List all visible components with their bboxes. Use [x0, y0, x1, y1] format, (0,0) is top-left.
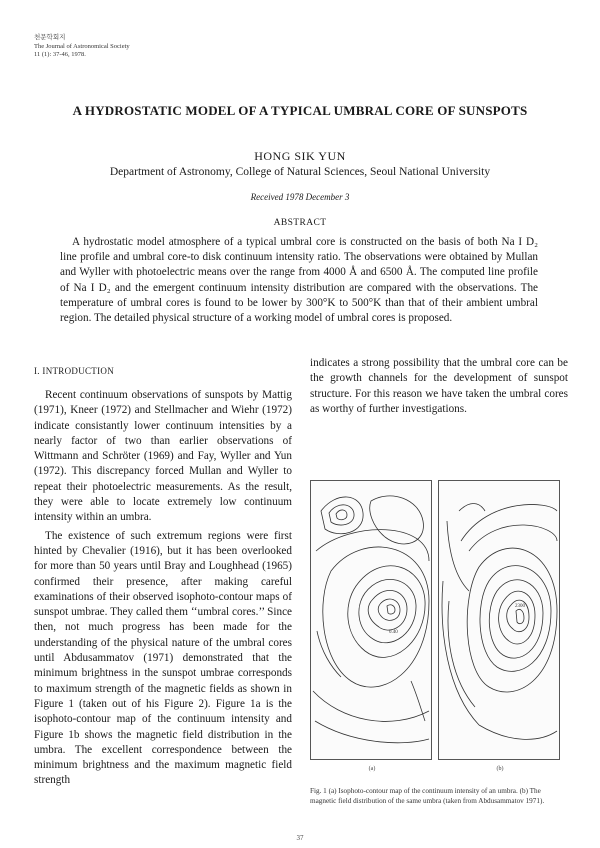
- figure-panel-b: [438, 480, 560, 760]
- contour-label-b: 2300: [515, 604, 525, 609]
- journal-korean-name: 천문학회지: [34, 34, 66, 41]
- intro-paragraph-continued: indicates a strong possibility that the umbral core can be the growth channels for the development of sunspot structure. For this reason we have taken the umbral cores as worthy of further investigations.: [310, 357, 568, 415]
- abstract-heading: ABSTRACT: [273, 218, 327, 228]
- journal-header: [34, 34, 130, 60]
- isophoto-contour-map: [311, 481, 431, 759]
- page-number: 37: [296, 834, 304, 842]
- section-heading: I. INTRODUCTION: [34, 366, 114, 376]
- abstract-text: A hydrostatic model atmosphere of a typical umbral core is constructed on the basis of both Na I D₂ line profile and umbral core-to disk continuum intensity ratio. The observations were obtained by Mullan and Wyller with photoelectric means over the range from 4000 Å and 6500 Å. The computed line profile of Na I D₂ and the emergent continuum intensity distribution are compared with the observations. The temperature of umbral cores is found to be lower by 300°K to 500°K than that of their ambient umbral region. The detailed physical structure of a working model of umbral cores is proposed.: [60, 236, 538, 325]
- panel-a-label: (a): [368, 766, 376, 772]
- contour-label-a: 0.40: [389, 630, 398, 635]
- intro-paragraph-2: The existence of such extremum regions were first hinted by Chevalier (1916), but it has been overlooked for more than 50 years until Bray and Loughhead (1965) confirmed their presence, after making careful examinations of their observed isophoto-contour maps of sunspot umbrae. They called them ‘‘umbral cores.’’ Since then, not much progress has been made for the understanding of the physical nature of the umbral cores until Abdusammatov (1971) demonstrated that the minimum brightness in the sunspot umbrae corresponds to maximum strength of the magnetic fields as shown in Figure 1 (taken out of his Figure 2). Figure 1a is the isophoto-contour map of the continuum intensity and Figure 1b shows the magnetic field distribution in the umbra. The excellent correspondence between the minimum brightness and the maximum magnetic field strength: [34, 529, 292, 787]
- author-affiliation: Department of Astronomy, College of Natural Sciences, Seoul National University: [109, 166, 491, 178]
- left-column: [34, 366, 292, 792]
- received-date: Received 1978 December 3: [250, 192, 350, 202]
- figure-1: [310, 480, 560, 776]
- paper-title: A HYDROSTATIC MODEL OF A TYPICAL UMBRAL CORE OF SUNSPOTS: [72, 103, 528, 118]
- journal-name: The Journal of Astronomical Society: [34, 42, 130, 50]
- journal-volume: 11 (1): 37-46, 1978.: [34, 51, 86, 58]
- figure-caption: Fig. 1 (a) Isophoto-contour map of the continuum intensity of an umbra. (b) The magnetic field distribution of the same umbra (taken from Abdusammatov 1971).: [310, 787, 545, 805]
- intro-paragraph-1: Recent continuum observations of sunspots by Mattig (1971), Kneer (1972) and Stellmacher and Wiehr (1972) indicate consistantly lower continuum intensities by a nearly factor of two than earlier observations of Wittmann and Schröter (1969) and Fay, Wyller and Yun (1972). This discrepancy forced Mullan and Wyller to repeat their photoelectric measurements. As the result, they were able to locate extremely low continuum intensity within an umbra.: [34, 389, 292, 524]
- right-column: [310, 356, 568, 420]
- panel-b-label: (b): [496, 766, 504, 772]
- magnetic-field-map: [439, 481, 559, 759]
- figure-panel-a: [310, 480, 432, 760]
- author-name: HONG SIK YUN: [254, 149, 346, 163]
